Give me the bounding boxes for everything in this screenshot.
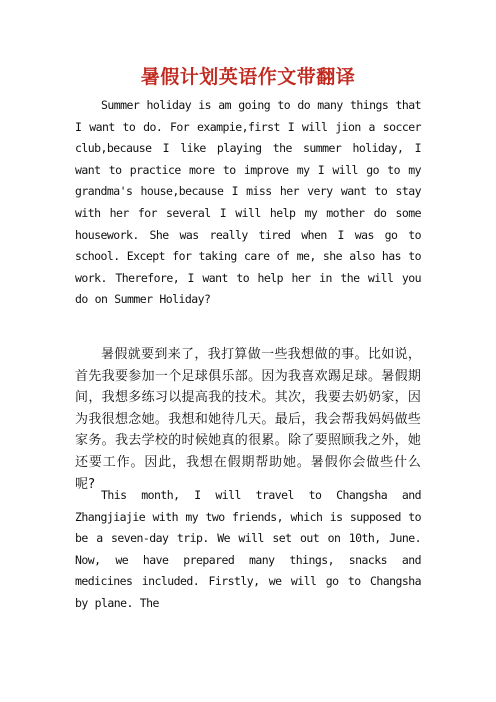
document-title: 暑假计划英语作文带翻译 xyxy=(140,66,356,88)
english-paragraph-summer-holiday: Summer holiday is am going to do many things that I want to do. For exampie,first I will jion a soccer club,because I like playing the summer holiday, I want to practice more to improve my I will go to my grandma's house,because I miss her very want to stay with her for several I will help my mother do some housework. She was really tired when I was go to school. Except for taking care of me, she also has to work. Therefore, I want to help her in the will you do on Summer Holiday? xyxy=(75,98,421,307)
chinese-translation-paragraph: 暑假就要到来了，我打算做一些我想做的事。比如说，首先我要参加一个足球俱乐部。因为我喜欢踢足球。暑假期间，我想多练习以提高我的技术。其次，我要去奶奶家，因为我很想念她。我想和她待几天。最后，我会帮我妈妈做些家务。我去学校的时候她真的很累。除了要照顾我之外，她还要工作。因此，我想在假期帮助她。暑假你会做些什么呢? xyxy=(75,347,421,492)
english-paragraph-travel-plan: This month, I will travel to Changsha and Zhangjiajie with my two friends, which is supposed to be a seven-day trip. We will set out on 10th, June. Now, we have prepared many things, snacks and medicines included. Firstly, we will go to Changsha by plane. The xyxy=(75,488,421,610)
